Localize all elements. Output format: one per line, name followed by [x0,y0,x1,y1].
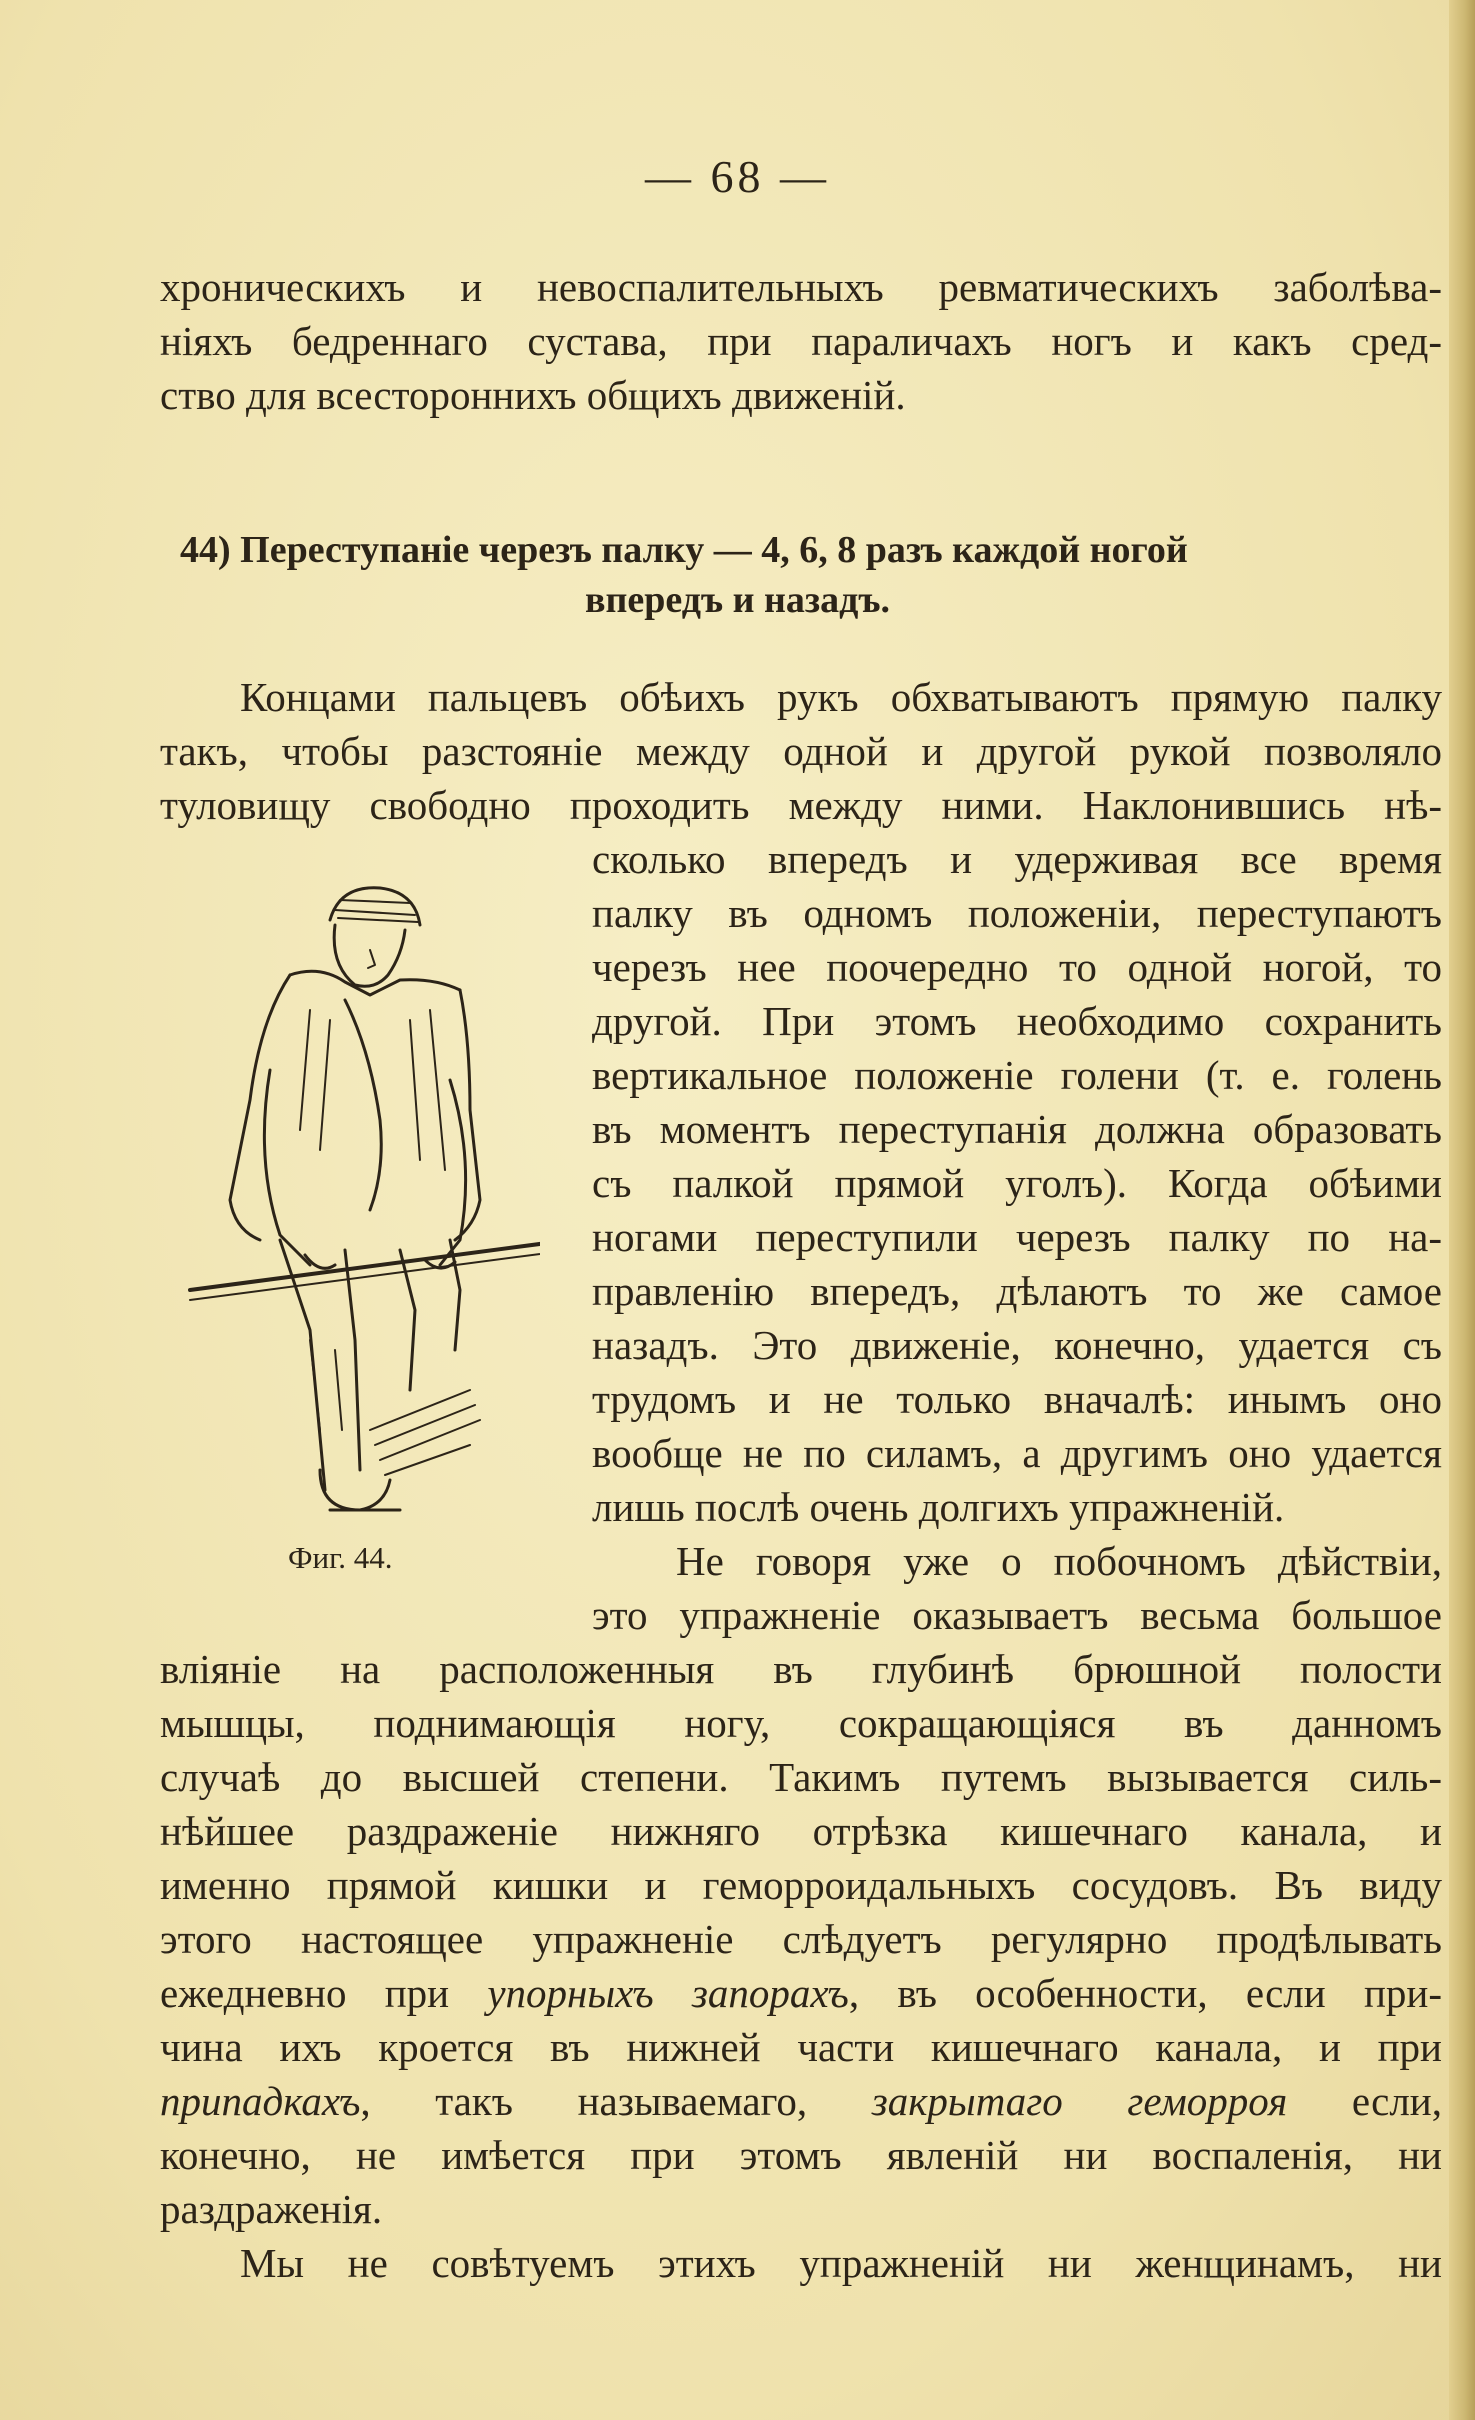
text-line: раздраженія. [160,2186,383,2232]
text-line: черезъ нее поочередно то одной ногой, то [592,944,1442,990]
text-line: въ моментъ переступанія должна образовать [592,1106,1442,1152]
text-span: , въ особенности, если при- [848,1970,1442,2016]
section-heading-continued: впередъ и назадъ. [584,579,891,621]
text-line: случаѣ до высшей степени. Такимъ путемъ вызывается силь- [160,1754,1442,1800]
text-line: вообще не по силамъ, а другимъ оно удается [592,1430,1442,1476]
section-heading: 44) Переступаніе черезъ палку — 4, 6, 8 разъ каждой ногой [180,529,1188,571]
text-line: Мы не совѣтуемъ этихъ упражненій ни женщинамъ, ни [240,2240,1442,2286]
text-line: трудомъ и не только вначалѣ: инымъ оно [592,1376,1442,1422]
text-span: если, [1287,2078,1442,2124]
text-line: съ палкой прямой уголъ). Когда обѣими [592,1160,1442,1206]
text-line: чина ихъ кроется въ нижней части кишечнаго канала, и при [160,2024,1442,2070]
text-line: правленію впередъ, дѣлаютъ то же самое [592,1268,1442,1314]
text-line: другой. При этомъ необходимо сохранить [592,998,1442,1044]
page-edge [1449,0,1475,2420]
figure-caption: Фиг. 44. [288,1540,393,1575]
text-line: палку въ одномъ положеніи, переступаютъ [592,890,1442,936]
text-line: сколько впередъ и удерживая все время [592,836,1442,882]
text-line: ство для всестороннихъ общихъ движеній. [160,372,906,418]
text-line: именно прямой кишки и геморроидальныхъ сосудовъ. Въ виду [160,1862,1442,1908]
text-line: туловищу свободно проходить между ними. Наклонившись нѣ- [160,782,1442,828]
text-line: конечно, не имѣется при этомъ явленій ни воспаленія, ни [160,2132,1442,2178]
text-line: вертикальное положеніе голени (т. е. голень [592,1052,1442,1098]
italic-term: припадкахъ [160,2078,361,2124]
figure-illustration [170,870,540,1530]
text-line: вліяніе на расположенныя въ глубинѣ брюшной полости [160,1646,1442,1692]
text-line-with-italic [160,2074,1442,2128]
text-line: хроническихъ и невоспалительныхъ ревматическихъ заболѣва- [160,264,1442,310]
text-line: Не говоря уже о побочномъ дѣйствіи, [676,1538,1442,1584]
italic-term: упорныхъ запорахъ [487,1970,849,2016]
text-line: такъ, чтобы разстояніе между одной и другой рукой позволяло [160,728,1442,774]
text-line: Концами пальцевъ обѣихъ рукъ обхватываютъ прямую палку [240,674,1442,720]
text-line: нѣйшее раздраженіе нижняго отрѣзка кишечнаго канала, и [160,1808,1442,1854]
italic-term: закрытаго геморроя [871,2078,1288,2124]
text-line: назадъ. Это движеніе, конечно, удается съ [592,1322,1442,1368]
text-span: ежедневно при [160,1970,488,2016]
text-line: это упражненіе оказываетъ весьма большое [592,1592,1442,1638]
text-line: этого настоящее упражненіе слѣдуетъ регулярно продѣлывать [160,1916,1442,1962]
text-line: лишь послѣ очень долгихъ упражненій. [592,1484,1285,1530]
page-number: — 68 — [645,151,830,202]
text-span: , такъ называемаго, [360,2078,872,2124]
text-line: ніяхъ бедреннаго сустава, при параличахъ ногъ и какъ сред- [160,318,1442,364]
text-line-with-italic [160,1966,1442,2020]
text-line: ногами переступили черезъ палку по на- [592,1214,1442,1260]
text-line: мышцы, поднимающія ногу, сокращающіяся въ данномъ [160,1700,1442,1746]
